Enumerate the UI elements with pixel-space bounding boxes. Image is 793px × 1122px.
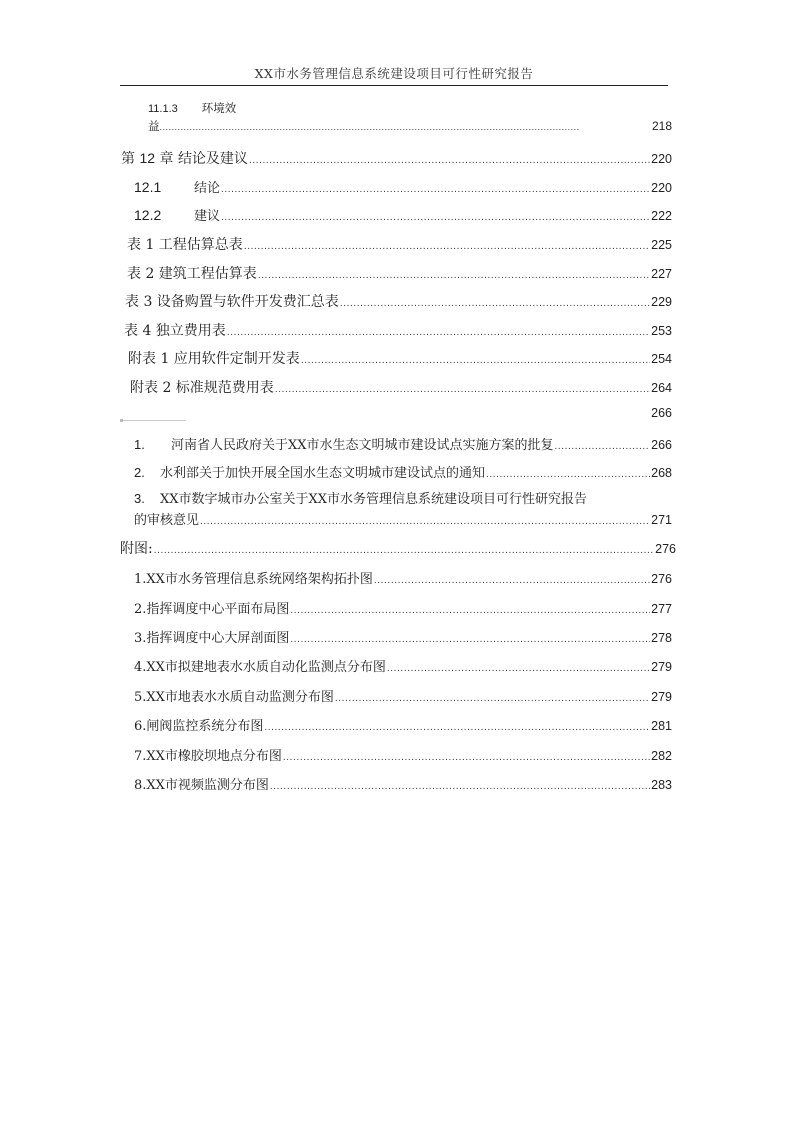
toc-document-3-continued[interactable]: 的审核意见 ..... 271 xyxy=(134,509,672,528)
dot-leader xyxy=(270,781,650,792)
dot-leader xyxy=(555,441,651,452)
toc-page-number: 225 xyxy=(651,238,672,252)
dot-leader xyxy=(301,355,650,366)
toc-table-4[interactable]: 表 4 独立费用表 ..... 253 xyxy=(124,320,672,340)
toc-section-12-1[interactable] xyxy=(134,177,672,196)
dot-leader xyxy=(221,184,650,195)
toc-document-2[interactable]: 2. 水利部关于加快开展全国水生态文明城市建设试点的通知 ..... 268 xyxy=(134,462,672,481)
toc-page-number: 220 xyxy=(651,152,672,166)
toc-page-number: 282 xyxy=(651,749,672,763)
toc-page-number: 253 xyxy=(651,324,672,338)
toc-page-number: 281 xyxy=(651,719,672,733)
toc-page-number: 218 xyxy=(651,119,672,133)
toc-page-number: 266 xyxy=(651,406,672,420)
toc-table-3[interactable]: 表 3 设备购置与软件开发费汇总表 ..... 229 xyxy=(125,291,672,311)
dot-leader xyxy=(275,384,650,395)
toc-figure-7[interactable]: 7.XX市橡胶坝地点分布图 ..... 282 xyxy=(134,745,672,764)
toc-figure-2[interactable]: 2.指挥调度中心平面布局图 ..... 277 xyxy=(134,598,672,617)
toc-entry-11-1-3[interactable] xyxy=(148,100,236,116)
toc-chapter-label: 第 12 章 结论及建议 xyxy=(121,150,248,167)
toc-page-number: 264 xyxy=(651,381,672,395)
page-header-title: XX市水务管理信息系统建设项目可行性研究报告 xyxy=(254,66,534,81)
toc-figure-5[interactable]: 5.XX市地表水水质自动监测分布图 ..... 279 xyxy=(134,686,672,705)
dot-leader xyxy=(264,722,650,733)
toc-figure-6[interactable]: 6.闸阀监控系统分布图 ..... 281 xyxy=(134,715,672,734)
toc-figure-3[interactable]: 3.指挥调度中心大屏剖面图 ..... 278 xyxy=(134,627,672,646)
toc-chapter-12[interactable] xyxy=(121,148,672,168)
toc-page-number: 271 xyxy=(651,513,672,527)
toc-figure-1[interactable]: 1.XX市水务管理信息系统网络架构拓扑图 ..... 276 xyxy=(134,568,672,587)
dot-leader xyxy=(486,469,650,480)
toc-table-2[interactable]: 表 2 建筑工程估算表 ..... 227 xyxy=(127,263,672,283)
dot-leader xyxy=(290,605,650,616)
toc-page-number: 227 xyxy=(651,267,672,281)
toc-appendix-table-2[interactable]: 附表 2 标准规范费用表 ..... 264 xyxy=(130,377,672,397)
toc-section-number: 12.1 xyxy=(134,179,162,195)
toc-page-number: 283 xyxy=(651,778,672,792)
dot-leader xyxy=(227,327,650,338)
dot-leader xyxy=(258,270,650,281)
dot-leader xyxy=(221,212,650,223)
toc-page-number: 276 xyxy=(655,542,676,556)
toc-appendix-table-1[interactable]: 附表 1 应用软件定制开发表 ..... 254 xyxy=(128,348,672,368)
toc-page-number: 276 xyxy=(651,572,672,586)
toc-page-number: 277 xyxy=(651,602,672,616)
toc-page-number: 266 xyxy=(651,438,672,452)
dot-leader xyxy=(387,663,650,674)
toc-document-3[interactable]: 3. XX市数字城市办公室关于XX市水务管理信息系统建设项目可行性研究报告 xyxy=(134,491,588,507)
toc-page-number: 268 xyxy=(651,466,672,480)
toc-page-number: 279 xyxy=(651,660,672,674)
toc-page-number: 279 xyxy=(651,690,672,704)
toc-figures-heading[interactable]: 附图: ..... 276 xyxy=(120,538,676,558)
toc-entry-11-1-3-continued[interactable] xyxy=(148,118,672,134)
toc-page-number: 229 xyxy=(651,295,672,309)
toc-entry-label: 环境效 xyxy=(201,101,237,115)
toc-entry-label-continued: 益 xyxy=(148,119,160,133)
toc-entry-number: 11.1.3 xyxy=(148,103,178,115)
toc-section-12-2[interactable] xyxy=(134,205,672,224)
toc-document-1[interactable]: 1. 河南省人民政府关于XX市水生态文明城市建设试点实施方案的批复 ..... 266 xyxy=(134,434,672,453)
toc-page-number: 278 xyxy=(651,631,672,645)
toc-figure-8[interactable]: 8.XX市视频监测分布图 ..... 283 xyxy=(134,774,672,793)
dot-leader xyxy=(283,752,650,763)
toc-section-label: 结论 xyxy=(194,181,221,196)
toc-section-number: 12.2 xyxy=(134,207,162,223)
dot-leader xyxy=(374,575,650,586)
toc-page-number: 220 xyxy=(651,181,672,195)
toc-page-number: 222 xyxy=(651,209,672,223)
dot-leader xyxy=(249,155,650,166)
toc-table-1[interactable]: 表 1 工程估算总表 ..... 225 xyxy=(127,234,672,254)
dot-leader xyxy=(290,634,650,645)
toc-figure-4[interactable]: 4.XX市拟建地表水水质自动化监测点分布图 ..... 279 xyxy=(134,656,672,675)
toc-section-label: 建议 xyxy=(194,209,221,224)
dot-leader xyxy=(154,545,654,556)
dot-leader xyxy=(335,693,650,704)
dot-leader xyxy=(244,241,650,252)
header-divider xyxy=(120,85,668,86)
dot-leader xyxy=(340,298,650,309)
empty-heading-marker xyxy=(120,420,186,421)
toc-page-number: 254 xyxy=(651,352,672,366)
dot-leader xyxy=(200,516,650,527)
dot-leader xyxy=(160,122,580,132)
